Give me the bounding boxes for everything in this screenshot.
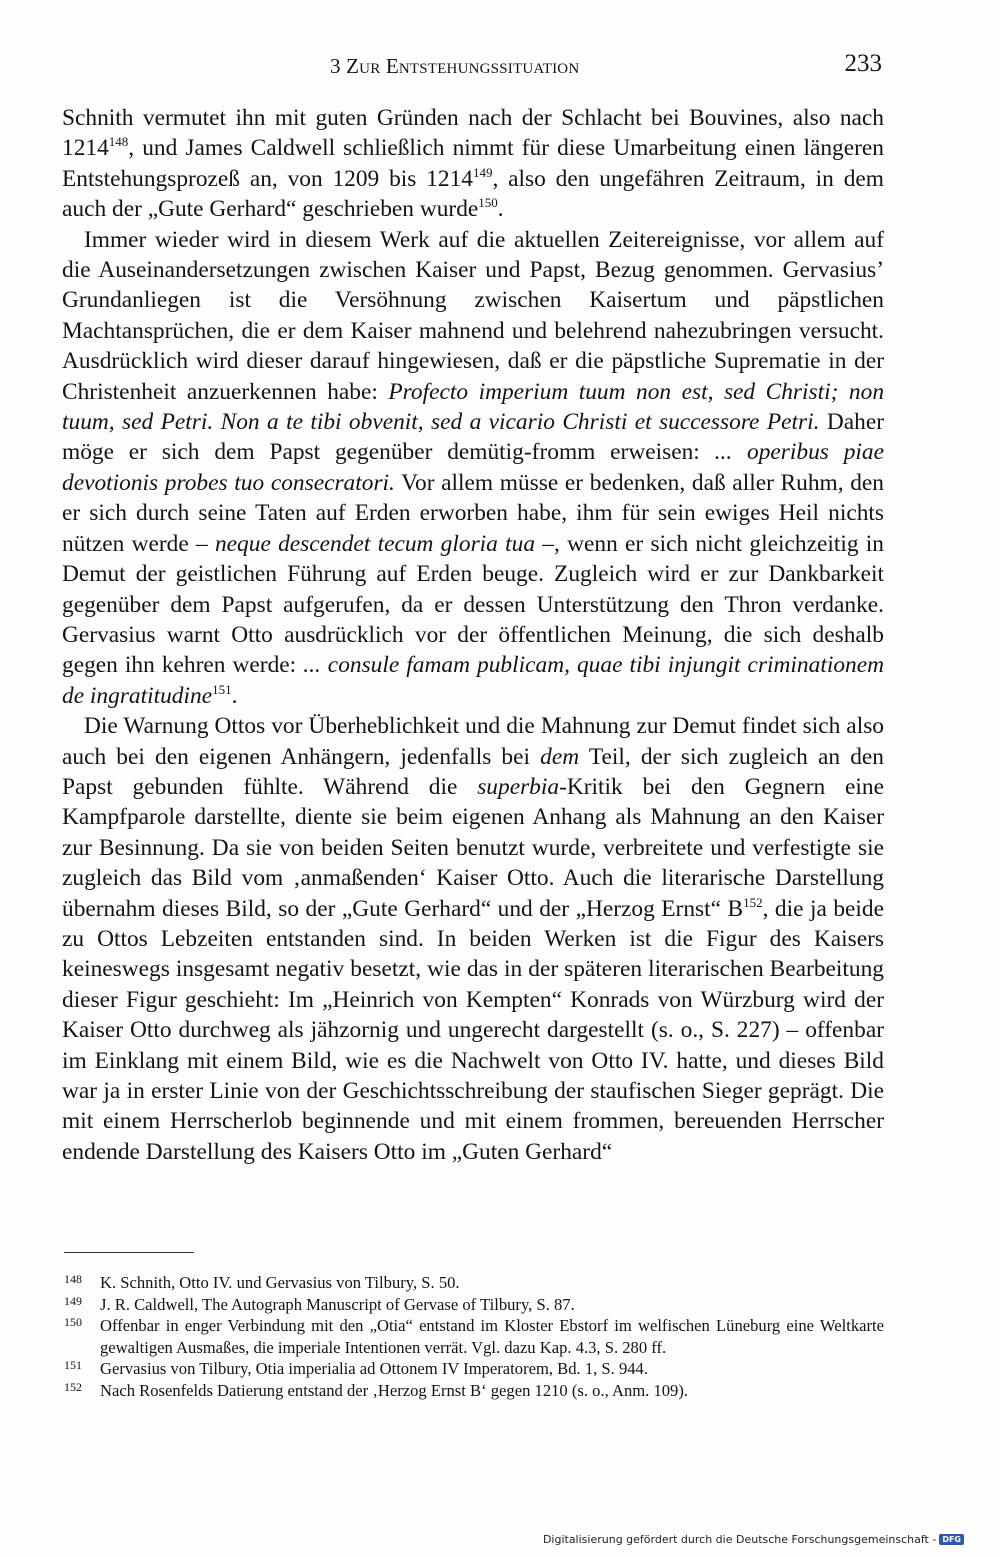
footnote-text: J. R. Caldwell, The Autograph Manuscript of Gervase of Tilbury, S. 87. xyxy=(100,1294,575,1314)
text-run: , und James Caldwell schließlich nimmt für diese Umarbeitung einen längeren Entstehungsprozeß an, von 1209 bis 1214 xyxy=(62,135,884,192)
footnote xyxy=(64,1380,884,1402)
footnote xyxy=(64,1358,884,1380)
text-run: Vor allem müsse er bedenken, daß aller Ruhm, den er sich durch seine Taten auf Erden erworben habe, ihm für sein ewiges Heil nichts nützen werde – xyxy=(62,469,884,557)
page-number: 233 xyxy=(844,50,882,77)
text-run: Die Warnung Ottos vor Überheblichkeit und die Mahnung zur Demut findet sich also auch bei den eigenen Anhängern, jedenfalls bei xyxy=(62,713,884,770)
footnote xyxy=(64,1315,884,1358)
text-run: . xyxy=(231,682,238,709)
footnote-ref[interactable]: 152 xyxy=(743,894,763,910)
latin-quote: ... consule famam publicam, quae tibi injungit criminationem de ingratitudine xyxy=(62,652,884,709)
dfg-logo[interactable]: DFG xyxy=(939,1534,964,1545)
emphasis: superbia xyxy=(477,773,560,800)
text-run: -Kritik bei den Gegnern eine Kampfparole darstellte, diente sie beim eigenen Anhang als Mahnung an den Kaiser zur Besinnung. Da sie von beiden Seiten benutzt wurde, verbreitete und verfestigte sie zugleich das Bild vom ‚anmaßenden‘ Kaiser Otto. Auch die literarische Darstellung übernahm dieses Bild, so der „Gute Gerhard“ und der „Herzog Ernst“ B xyxy=(62,773,885,922)
running-head xyxy=(62,50,882,84)
text-run: Schnith vermutet ihn mit guten Gründen nach der Schlacht bei Bouvines, also nach 1214 xyxy=(62,105,884,162)
footnote-text: Gervasius von Tilbury, Otia imperialia ad Ottonem IV Imperatorem, Bd. 1, S. 944. xyxy=(100,1359,648,1379)
footnote-ref[interactable]: 151 xyxy=(212,681,232,697)
latin-quote: ... operibus piae devotionis probes tuo consecratori. xyxy=(62,439,884,496)
footnote xyxy=(64,1272,884,1294)
footnote-number: 148 xyxy=(64,1272,82,1286)
latin-quote: Profecto imperium tuum non est, sed Christi; non tuum, sed Petri. Non a te tibi obvenit, sed a vicario Christi et successore Petri. xyxy=(62,378,885,436)
text-run: Immer wieder wird in diesem Werk auf die aktuellen Zeitereignisse, vor allem auf die Auseinandersetzungen zwischen Kaiser und Papst, Bezug genommen. Gervasius’ Grundanliegen ist die Versöhnung zwischen Kaisertum und päpstlichen Machtansprüchen, die er dem Kaiser mahnend und belehrend nahezubringen versucht. Ausdrücklich wird dieser darauf hingewiesen, daß er die päpstliche Suprematie in der Christenheit anzuerkennen habe: xyxy=(62,226,884,405)
footnote-ref[interactable]: 148 xyxy=(108,134,129,150)
footnote-text: Nach Rosenfelds Datierung entstand der ‚Herzog Ernst B‘ gegen 1210 (s. o., Anm. 109). xyxy=(100,1380,689,1400)
footnote-ref[interactable]: 149 xyxy=(472,164,493,180)
footnotes xyxy=(64,1272,884,1402)
emphasis: dem xyxy=(540,743,580,770)
text-run: Daher möge er sich dem Papst gegenüber demütig-fromm erweisen: xyxy=(62,409,884,466)
footnote-ref[interactable]: 150 xyxy=(478,195,498,211)
chapter-title: 3 Zur Entstehungssituation xyxy=(330,54,580,78)
footnote-number: 151 xyxy=(64,1358,82,1373)
footnote-divider xyxy=(64,1252,194,1253)
digitization-credit xyxy=(543,1533,964,1546)
footnote-number: 149 xyxy=(64,1293,82,1308)
footnote-number: 152 xyxy=(64,1379,82,1394)
text-run: Teil, der sich zugleich an den Papst gebunden fühlte. Während die xyxy=(62,743,884,800)
text-run: , also den ungefähren Zeitraum, in dem auch der „Gute Gerhard“ geschrieben wurde xyxy=(62,165,884,223)
footnote-text: K. Schnith, Otto IV. und Gervasius von Tilbury, S. 50. xyxy=(100,1273,460,1292)
footnote-number: 150 xyxy=(64,1315,82,1330)
body-text xyxy=(62,103,884,1167)
paragraph-1 xyxy=(62,103,884,225)
text-run: –, wenn er sich nicht gleichzeitig in Demut der geistlichen Führung auf Erden beuge. Zugleich wird er zur Dankbarkeit gegenüber dem Papst aufgerufen, da er dessen Unterstützung den Thron verdanke. Gervasius warnt Otto ausdrücklich vor der öffentlichen Meinung, die sich deshalb gegen ihn kehren werde: xyxy=(62,530,884,679)
footnote-text: Offenbar in enger Verbindung mit den „Otia“ entstand im Kloster Ebstorf im welfischen Lüneburg eine Weltkarte gewaltigen Ausmaßes, die imperiale Intentionen verrät. Vgl. dazu Kap. 4.3, S. 280 ff. xyxy=(100,1316,884,1357)
paragraph-3 xyxy=(62,711,884,1167)
credit-text: Digitalisierung gefördert durch die Deutsche Forschungsgemeinschaft - xyxy=(542,1533,937,1546)
text-run: . xyxy=(497,196,504,223)
paragraph-2 xyxy=(62,225,884,712)
text-run: , die ja beide zu Ottos Lebzeiten entstanden sind. In beiden Werken ist die Figur des Kaisers keineswegs insgesamt negativ besetzt, wie das in der späteren literarischen Bearbeitung dieser Figur geschieht: Im „Heinrich von Kempten“ Konrads von Würzburg wird der Kaiser Otto durchweg als jähzornig und ungerecht dargestellt (s. o., S. 227) – offenbar im Einklang mit einem Bild, wie es die Nachwelt von Otto IV. hatte, und dieses Bild war ja in erster Linie von der Geschichtsschreibung der staufischen Sieger geprägt. Die mit einem Herrscherlob beginnende und mit einem frommen, bereuenden Herrscher endende Darstellung des Kaisers Otto im „Guten Gerhard“ xyxy=(62,895,884,1165)
latin-quote: neque descendet tecum gloria tua xyxy=(214,530,536,557)
footnote xyxy=(64,1294,884,1316)
